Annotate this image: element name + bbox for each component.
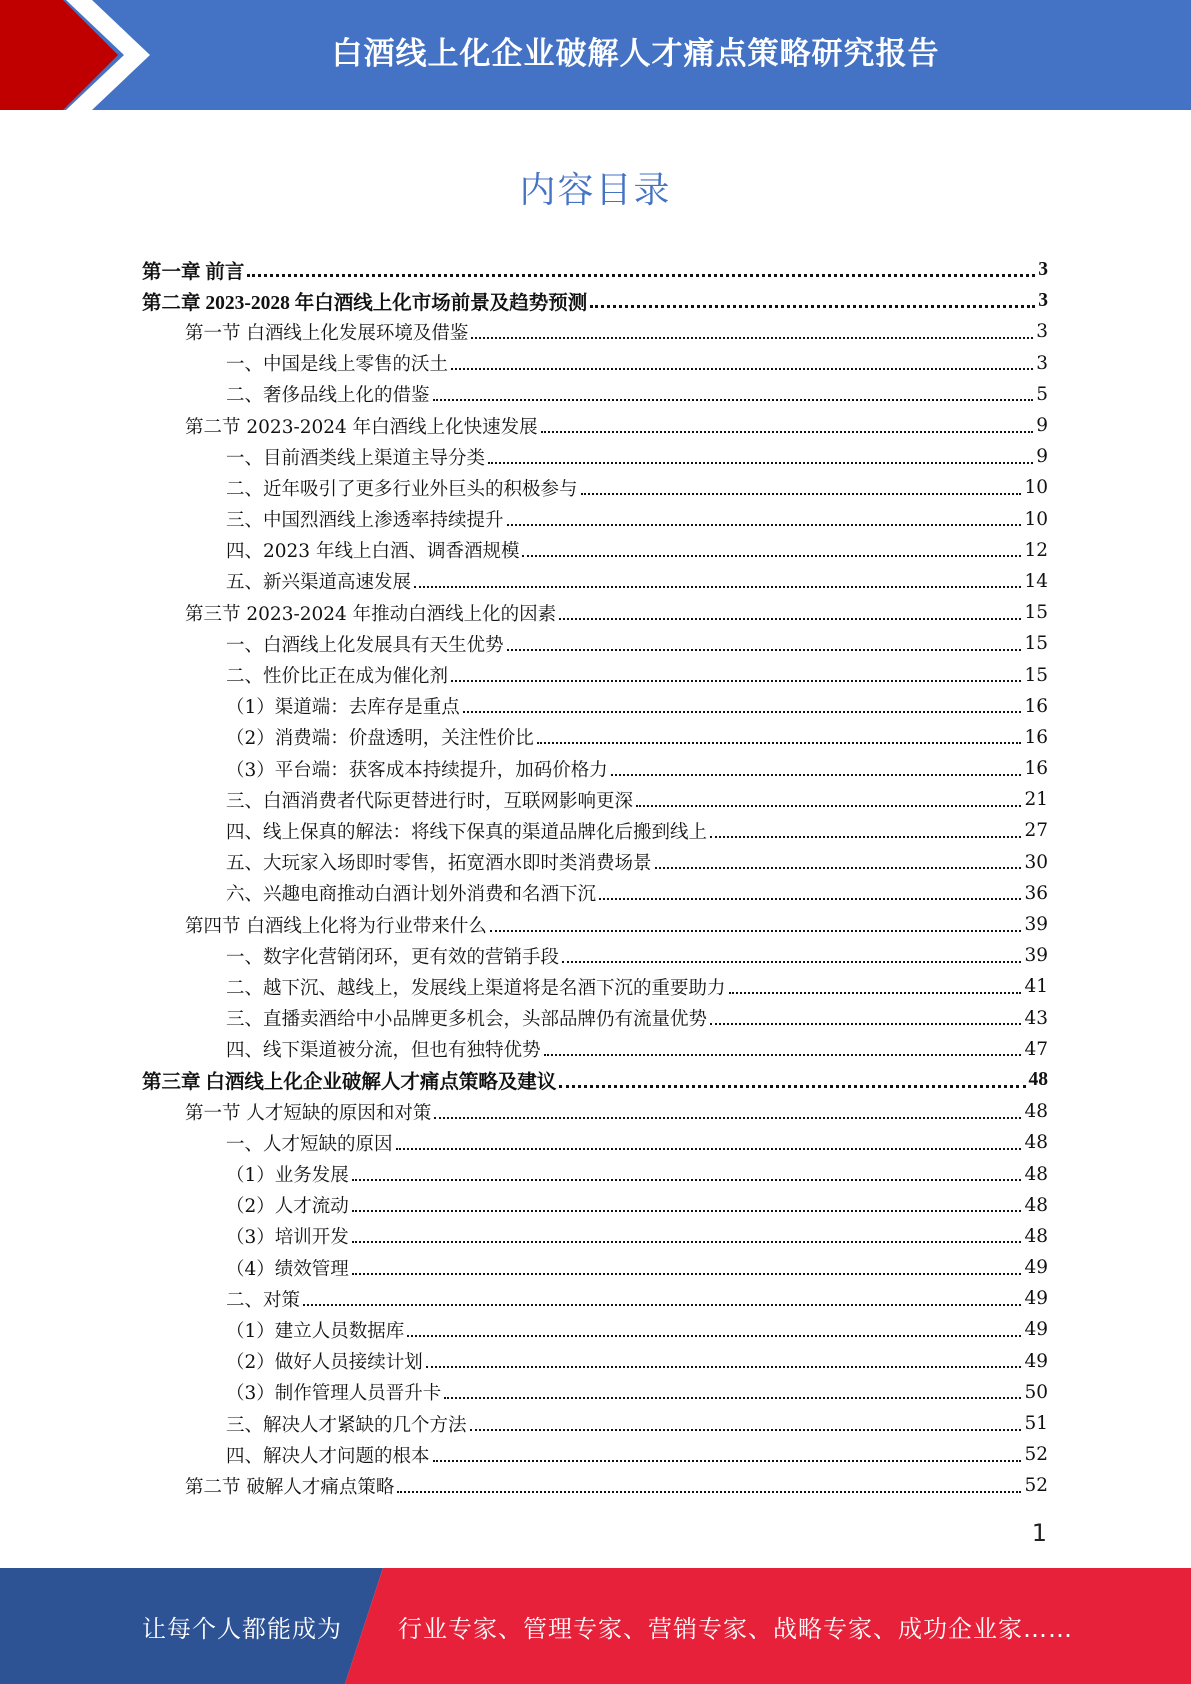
toc-entry[interactable] bbox=[142, 1096, 1048, 1127]
toc-entry-label: 二、近年吸引了更多行业外巨头的积极参与 bbox=[226, 478, 578, 500]
toc-entry[interactable] bbox=[142, 1283, 1048, 1314]
page-number: 1 bbox=[1031, 1519, 1047, 1547]
toc-dot-leader bbox=[544, 1052, 1022, 1056]
toc-entry-page: 15 bbox=[1024, 633, 1048, 655]
toc-entry-page: 16 bbox=[1024, 758, 1048, 780]
toc-entry-label: 三、中国烈酒线上渗透率持续提升 bbox=[226, 510, 504, 532]
toc-entry-page: 3 bbox=[1038, 258, 1048, 280]
toc-dot-leader bbox=[522, 553, 1021, 557]
toc-entry[interactable] bbox=[142, 535, 1048, 566]
toc-entry-page: 27 bbox=[1024, 820, 1048, 842]
toc-entry-label: 一、目前酒类线上渠道主导分类 bbox=[226, 447, 486, 469]
toc-entry-label: 五、大玩家入场即时零售，拓宽酒水即时类消费场景 bbox=[226, 853, 652, 875]
toc-entry-label: 第二章 2023-2028 年白酒线上化市场前景及趋势预测 bbox=[142, 292, 588, 314]
toc-entry[interactable] bbox=[142, 1346, 1048, 1377]
toc-dot-leader bbox=[729, 990, 1022, 994]
toc-entry-label: 第一章 前言 bbox=[142, 261, 245, 283]
toc-entry-page: 52 bbox=[1024, 1444, 1048, 1466]
toc-entry[interactable] bbox=[142, 1252, 1048, 1283]
toc-entry-page: 36 bbox=[1024, 882, 1048, 904]
toc-entry[interactable] bbox=[142, 940, 1048, 971]
toc-entry[interactable] bbox=[142, 1408, 1048, 1439]
toc-entry[interactable] bbox=[142, 1127, 1048, 1158]
toc-entry-label: 一、数字化营销闭环，更有效的营销手段 bbox=[226, 946, 560, 968]
toc-entry[interactable] bbox=[142, 628, 1048, 659]
toc-entry-page: 3 bbox=[1036, 352, 1048, 374]
toc-entry-page: 48 bbox=[1024, 1194, 1048, 1216]
toc-entry-page: 16 bbox=[1024, 695, 1048, 717]
toc-entry-page: 10 bbox=[1024, 477, 1048, 499]
toc-entry-page: 49 bbox=[1024, 1288, 1048, 1310]
toc-dot-leader bbox=[426, 1364, 1022, 1368]
toc-entry-page: 48 bbox=[1028, 1069, 1048, 1091]
toc-entry-label: 五、新兴渠道高速发展 bbox=[226, 572, 412, 594]
toc-entry-page: 12 bbox=[1024, 539, 1048, 561]
toc-entry-page: 5 bbox=[1036, 383, 1048, 405]
toc-entry-page: 50 bbox=[1024, 1381, 1048, 1403]
toc-dot-leader bbox=[352, 1271, 1022, 1275]
toc-entry[interactable] bbox=[142, 1190, 1048, 1221]
toc-entry[interactable] bbox=[142, 1065, 1048, 1096]
toc-entry-label: 第一节 白酒线上化发展环境及借鉴 bbox=[185, 322, 469, 344]
toc-entry-page: 16 bbox=[1024, 726, 1048, 748]
toc-entry[interactable] bbox=[142, 722, 1048, 753]
toc-entry[interactable] bbox=[142, 691, 1048, 722]
toc-entry-label: 第三节 2023-2024 年推动白酒线上化的因素 bbox=[185, 603, 557, 625]
toc-entry-page: 48 bbox=[1024, 1101, 1048, 1123]
toc-entry-label: （4）绩效管理 bbox=[226, 1258, 349, 1280]
toc-entry[interactable] bbox=[142, 1034, 1048, 1065]
toc-entry[interactable] bbox=[142, 410, 1048, 441]
toc-entry-page: 49 bbox=[1024, 1350, 1048, 1372]
toc-entry-page: 52 bbox=[1024, 1475, 1048, 1497]
toc-entry[interactable] bbox=[142, 1470, 1048, 1501]
toc-entry-label: 一、人才短缺的原因 bbox=[226, 1133, 393, 1155]
toc-entry-page: 15 bbox=[1024, 664, 1048, 686]
toc-dot-leader bbox=[352, 1208, 1022, 1212]
toc-entry-page: 9 bbox=[1036, 415, 1048, 437]
toc-dot-leader bbox=[463, 709, 1022, 713]
toc-dot-leader bbox=[451, 366, 1033, 370]
toc-entry-label: 六、兴趣电商推动白酒计划外消费和名酒下沉 bbox=[226, 884, 597, 906]
toc-entry[interactable] bbox=[142, 379, 1048, 410]
toc-entry-page: 48 bbox=[1024, 1132, 1048, 1154]
toc-dot-leader bbox=[433, 397, 1034, 401]
toc-dot-leader bbox=[303, 1302, 1021, 1306]
toc-entry-page: 39 bbox=[1024, 945, 1048, 967]
toc-entry-label: 三、直播卖酒给中小品牌更多机会，头部品牌仍有流量优势 bbox=[226, 1009, 708, 1031]
toc-dot-leader bbox=[471, 335, 1033, 339]
toc-dot-leader bbox=[710, 834, 1021, 838]
toc-dot-leader bbox=[352, 1177, 1022, 1181]
toc-dot-leader bbox=[590, 303, 1035, 308]
toc-entry[interactable] bbox=[142, 659, 1048, 690]
toc-entry-label: 二、性价比正在成为催化剂 bbox=[226, 666, 449, 688]
red-chevron-decoration bbox=[0, 0, 160, 110]
toc-dot-leader bbox=[490, 928, 1022, 932]
toc-entry-page: 51 bbox=[1024, 1413, 1048, 1435]
toc-dot-leader bbox=[396, 1146, 1022, 1150]
toc-entry[interactable] bbox=[142, 1377, 1048, 1408]
toc-entry[interactable] bbox=[142, 597, 1048, 628]
toc-entry-label: （3）培训开发 bbox=[226, 1227, 349, 1249]
toc-dot-leader bbox=[414, 584, 1021, 588]
toc-entry[interactable] bbox=[142, 1158, 1048, 1189]
toc-dot-leader bbox=[434, 1115, 1021, 1119]
toc-entry-page: 14 bbox=[1024, 570, 1048, 592]
toc-dot-leader bbox=[581, 491, 1022, 495]
toc-entry[interactable] bbox=[142, 441, 1048, 472]
toc-dot-leader bbox=[611, 772, 1022, 776]
toc-entry-label: 二、对策 bbox=[226, 1289, 301, 1311]
toc-dot-leader bbox=[444, 1395, 1021, 1399]
toc-entry[interactable] bbox=[142, 909, 1048, 940]
toc-entry-page: 30 bbox=[1024, 851, 1048, 873]
footer-slogan-right: 行业专家、管理专家、营销专家、战略专家、成功企业家…… bbox=[398, 1614, 1073, 1643]
toc-entry-label: 一、白酒线上化发展具有天生优势 bbox=[226, 634, 504, 656]
toc-entry-label: 第三章 白酒线上化企业破解人才痛点策略及建议 bbox=[142, 1072, 557, 1094]
toc-entry-page: 49 bbox=[1024, 1257, 1048, 1279]
toc-dot-leader bbox=[599, 896, 1021, 900]
toc-entry[interactable] bbox=[142, 878, 1048, 909]
toc-entry-page: 21 bbox=[1024, 789, 1048, 811]
toc-entry[interactable] bbox=[142, 1003, 1048, 1034]
toc-dot-leader bbox=[636, 803, 1021, 807]
toc-entry-label: （3）平台端：获客成本持续提升，加码价格力 bbox=[226, 759, 608, 781]
toc-entry-label: 四、线上保真的解法：将线下保真的渠道品牌化后搬到线上 bbox=[226, 821, 708, 843]
toc-entry-label: 一、中国是线上零售的沃土 bbox=[226, 354, 449, 376]
toc-entry-label: 四、2023 年线上白酒、调香酒规模 bbox=[226, 541, 520, 563]
toc-entry[interactable] bbox=[142, 847, 1048, 878]
toc-dot-leader bbox=[247, 272, 1035, 277]
header-banner bbox=[0, 0, 1191, 110]
toc-dot-leader bbox=[433, 1458, 1022, 1462]
toc-entry-page: 41 bbox=[1024, 976, 1048, 998]
footer-slogan-left: 让每个人都能成为 bbox=[142, 1614, 342, 1643]
toc-entry-page: 15 bbox=[1024, 602, 1048, 624]
toc-entry-label: 第二节 破解人才痛点策略 bbox=[185, 1476, 395, 1498]
toc-entry[interactable] bbox=[142, 348, 1048, 379]
toc-dot-leader bbox=[407, 1333, 1021, 1337]
toc-entry-label: （1）建立人员数据库 bbox=[226, 1320, 405, 1342]
toc-entry-page: 47 bbox=[1024, 1038, 1048, 1060]
toc-entry[interactable] bbox=[142, 566, 1048, 597]
toc-entry[interactable] bbox=[142, 285, 1048, 316]
toc-entry-label: 四、线下渠道被分流，但也有独特优势 bbox=[226, 1040, 541, 1062]
toc-entry[interactable] bbox=[142, 472, 1048, 503]
toc-dot-leader bbox=[507, 522, 1022, 526]
toc-entry-page: 49 bbox=[1024, 1319, 1048, 1341]
toc-entry[interactable] bbox=[142, 815, 1048, 846]
toc-dot-leader bbox=[451, 678, 1021, 682]
toc-dot-leader bbox=[710, 1021, 1021, 1025]
toc-entry-page: 39 bbox=[1024, 914, 1048, 936]
toc-entry-page: 48 bbox=[1024, 1225, 1048, 1247]
toc-entry[interactable] bbox=[142, 1314, 1048, 1345]
toc-entry[interactable] bbox=[142, 753, 1048, 784]
toc-entry-label: 第四节 白酒线上化将为行业带来什么 bbox=[185, 915, 487, 937]
toc-entry-label: （2）消费端：价盘透明，关注性价比 bbox=[226, 728, 534, 750]
toc-entry[interactable] bbox=[142, 971, 1048, 1002]
toc-entry-label: 二、越下沉、越线上，发展线上渠道将是名酒下沉的重要助力 bbox=[226, 977, 726, 999]
toc-entry-label: 第一节 人才短缺的原因和对策 bbox=[185, 1102, 432, 1124]
toc-entry-label: （1）业务发展 bbox=[226, 1165, 349, 1187]
toc-entry-label: 四、解决人才问题的根本 bbox=[226, 1445, 430, 1467]
toc-entry-label: （2）做好人员接续计划 bbox=[226, 1352, 423, 1374]
toc-dot-leader bbox=[507, 647, 1022, 651]
toc-dot-leader bbox=[470, 1427, 1022, 1431]
toc-entry-label: （3）制作管理人员晋升卡 bbox=[226, 1383, 442, 1405]
toc-entry-page: 3 bbox=[1038, 289, 1048, 311]
toc-entry-page: 10 bbox=[1024, 508, 1048, 530]
toc-dot-leader bbox=[537, 740, 1022, 744]
toc-entry-label: 三、白酒消费者代际更替进行时，互联网影响更深 bbox=[226, 790, 634, 812]
toc-entry[interactable] bbox=[142, 784, 1048, 815]
toc-dot-leader bbox=[488, 460, 1033, 464]
toc-entry[interactable] bbox=[142, 254, 1048, 285]
table-of-contents bbox=[142, 254, 1048, 1502]
report-title: 白酒线上化企业破解人才痛点策略研究报告 bbox=[331, 35, 940, 72]
toc-entry-page: 9 bbox=[1036, 446, 1048, 468]
toc-entry-label: 第二节 2023-2024 年白酒线上化快速发展 bbox=[185, 416, 538, 438]
toc-dot-leader bbox=[559, 616, 1021, 620]
toc-entry[interactable] bbox=[142, 1221, 1048, 1252]
toc-entry-label: （1）渠道端：去库存是重点 bbox=[226, 697, 460, 719]
toc-dot-leader bbox=[352, 1239, 1022, 1243]
toc-dot-leader bbox=[655, 865, 1022, 869]
toc-entry-label: （2）人才流动 bbox=[226, 1196, 349, 1218]
footer-banner bbox=[0, 1568, 1191, 1684]
toc-entry-page: 3 bbox=[1036, 321, 1048, 343]
toc-entry[interactable] bbox=[142, 1439, 1048, 1470]
toc-entry-label: 二、奢侈品线上化的借鉴 bbox=[226, 385, 430, 407]
toc-entry-label: 三、解决人才紧缺的几个方法 bbox=[226, 1414, 467, 1436]
toc-entry[interactable] bbox=[142, 504, 1048, 535]
toc-entry[interactable] bbox=[142, 316, 1048, 347]
toc-entry-page: 48 bbox=[1024, 1163, 1048, 1185]
toc-heading: 内容目录 bbox=[519, 170, 672, 211]
toc-dot-leader bbox=[562, 959, 1021, 963]
toc-dot-leader bbox=[397, 1489, 1021, 1493]
toc-dot-leader bbox=[559, 1083, 1025, 1088]
toc-dot-leader bbox=[541, 429, 1034, 433]
toc-entry-page: 43 bbox=[1024, 1007, 1048, 1029]
